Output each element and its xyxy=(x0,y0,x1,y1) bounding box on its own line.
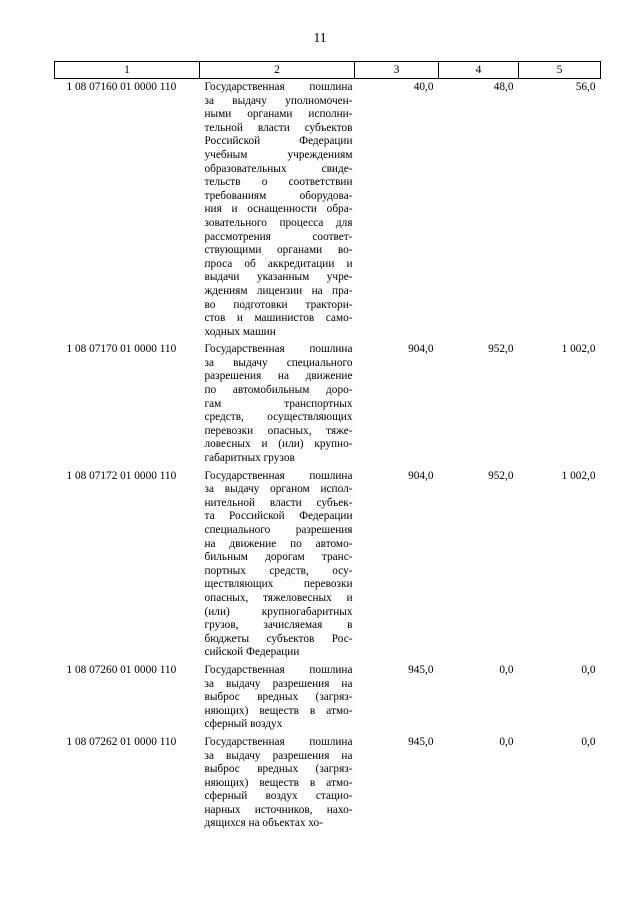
description-line: сферный воздух стацио- xyxy=(204,790,353,803)
description-line: няющих) веществ в атмо- xyxy=(204,704,353,717)
description-line: ствующими органами во- xyxy=(204,244,353,257)
description-line: гам транспортных xyxy=(204,397,353,410)
description-line: ными органами исполни- xyxy=(204,108,353,121)
amount-column-3: 904,0 xyxy=(408,343,434,356)
description-line: Государственная пошлина xyxy=(204,663,353,676)
description-line: за выдачу разрешения на xyxy=(204,749,353,762)
amount-column-5: 56,0 xyxy=(575,81,596,93)
description-line: (или) крупногабаритных xyxy=(204,605,353,618)
column-header-2: 2 xyxy=(200,62,355,79)
description-line: перевозки опасных, тяже- xyxy=(204,424,353,437)
column-header-5: 5 xyxy=(519,62,601,79)
amount-column-5: 0,0 xyxy=(581,663,596,676)
column-header-1: 1 xyxy=(55,62,200,79)
description-line: сферный воздух xyxy=(204,718,283,731)
amount-column-4: 0,0 xyxy=(499,663,514,676)
description-line: за выдачу уполномочен- xyxy=(204,94,353,107)
description-line: по автомобильным доро- xyxy=(204,384,353,397)
description-line: нарных источников, нахо- xyxy=(204,803,353,816)
description-line: ния и оснащенности обра- xyxy=(204,203,353,216)
revenue-description xyxy=(200,339,355,465)
description-line: ществляющих перевозки xyxy=(204,578,353,591)
description-line: выдачи указанным учре- xyxy=(204,271,353,284)
amount-column-4: 48,0 xyxy=(493,81,514,93)
description-line: ловесных и (или) крупно- xyxy=(204,438,353,451)
description-line: выброс вредных (загряз- xyxy=(204,691,353,704)
description-line: сийской Федерации xyxy=(204,646,300,659)
description-line: Государственная пошлина xyxy=(204,81,353,93)
column-header-3: 3 xyxy=(355,62,439,79)
amount-column-3: 945,0 xyxy=(408,663,434,676)
description-line: Государственная пошлина xyxy=(204,735,353,748)
description-line: во подготовки трактори- xyxy=(204,298,353,311)
amount-column-3: 945,0 xyxy=(408,735,434,748)
table-header-row xyxy=(55,62,601,79)
description-line: учебным учреждениям xyxy=(204,148,353,161)
amount-column-3: 40,0 xyxy=(413,81,434,93)
description-line: габаритных грузов xyxy=(204,452,295,465)
description-line: грузов, зачисляемая в xyxy=(204,619,353,632)
description-line: Государственная пошлина xyxy=(204,343,353,356)
description-line: за выдачу органом испол- xyxy=(204,483,353,496)
description-line: специального разрешения xyxy=(204,524,353,536)
description-line: няющих) веществ в атмо- xyxy=(204,776,353,789)
budget-revenue-table xyxy=(54,61,601,831)
description-line: Государственная пошлина xyxy=(204,469,353,482)
description-line: образовательных свиде- xyxy=(204,162,353,175)
description-line: стов и машинистов само- xyxy=(204,312,353,325)
description-line: проса об аккредитации и xyxy=(204,257,353,270)
table-row xyxy=(55,79,601,340)
amount-column-5: 1 002,0 xyxy=(561,469,596,482)
description-line: на движение по автомо- xyxy=(204,537,353,550)
column-header-4: 4 xyxy=(439,62,519,79)
revenue-description xyxy=(200,79,355,340)
description-line: средств, осуществляющих xyxy=(204,411,353,424)
budget-classification-code: 1 08 07172 01 0000 110 xyxy=(66,469,177,482)
amount-column-3: 904,0 xyxy=(408,469,434,482)
description-line: портных средств, осу- xyxy=(204,564,353,577)
table-body xyxy=(55,79,601,832)
description-line: тельной власти субъектов xyxy=(204,121,353,134)
table-row xyxy=(55,339,601,465)
amount-column-4: 0,0 xyxy=(499,735,514,748)
description-line: ждениям лицензии на пра- xyxy=(204,284,353,297)
budget-classification-code: 1 08 07160 01 0000 110 xyxy=(66,81,177,93)
revenue-description xyxy=(200,660,355,732)
description-line: зовательного процесса для xyxy=(204,216,353,229)
budget-classification-code: 1 08 07260 01 0000 110 xyxy=(66,663,177,676)
budget-classification-code: 1 08 07170 01 0000 110 xyxy=(66,343,177,356)
budget-classification-code: 1 08 07262 01 0000 110 xyxy=(66,735,177,748)
amount-column-5: 1 002,0 xyxy=(561,343,596,356)
page-number: 11 xyxy=(313,30,327,45)
description-line: выброс вредных (загряз- xyxy=(204,763,353,776)
description-line: бильным дорогам транс- xyxy=(204,551,353,564)
table-row xyxy=(55,660,601,732)
description-line: опасных, тяжеловесных и xyxy=(204,591,353,604)
revenue-description xyxy=(200,466,355,660)
description-line: разрешения на движение xyxy=(204,370,353,383)
description-line: требованиям оборудова- xyxy=(204,189,353,202)
description-line: за выдачу специального xyxy=(204,356,353,369)
description-line: бюджеты субъектов Рос- xyxy=(204,632,353,645)
description-line: ходных машин xyxy=(204,325,276,338)
table-row xyxy=(55,466,601,660)
amount-column-4: 952,0 xyxy=(488,343,514,356)
description-line: та Российской Федерации xyxy=(204,510,353,523)
description-line: рассмотрения соответ- xyxy=(204,230,353,243)
description-line: за выдачу разрешения на xyxy=(204,677,353,690)
table-row xyxy=(55,732,601,831)
amount-column-5: 0,0 xyxy=(581,735,596,748)
revenue-description xyxy=(200,732,355,831)
description-line: дящихся на объектах хо- xyxy=(204,817,323,830)
description-line: нительной власти субъек- xyxy=(204,496,353,509)
description-line: Российской Федерации xyxy=(204,135,353,148)
description-line: тельств о соответствии xyxy=(204,176,353,189)
amount-column-4: 952,0 xyxy=(488,469,514,482)
